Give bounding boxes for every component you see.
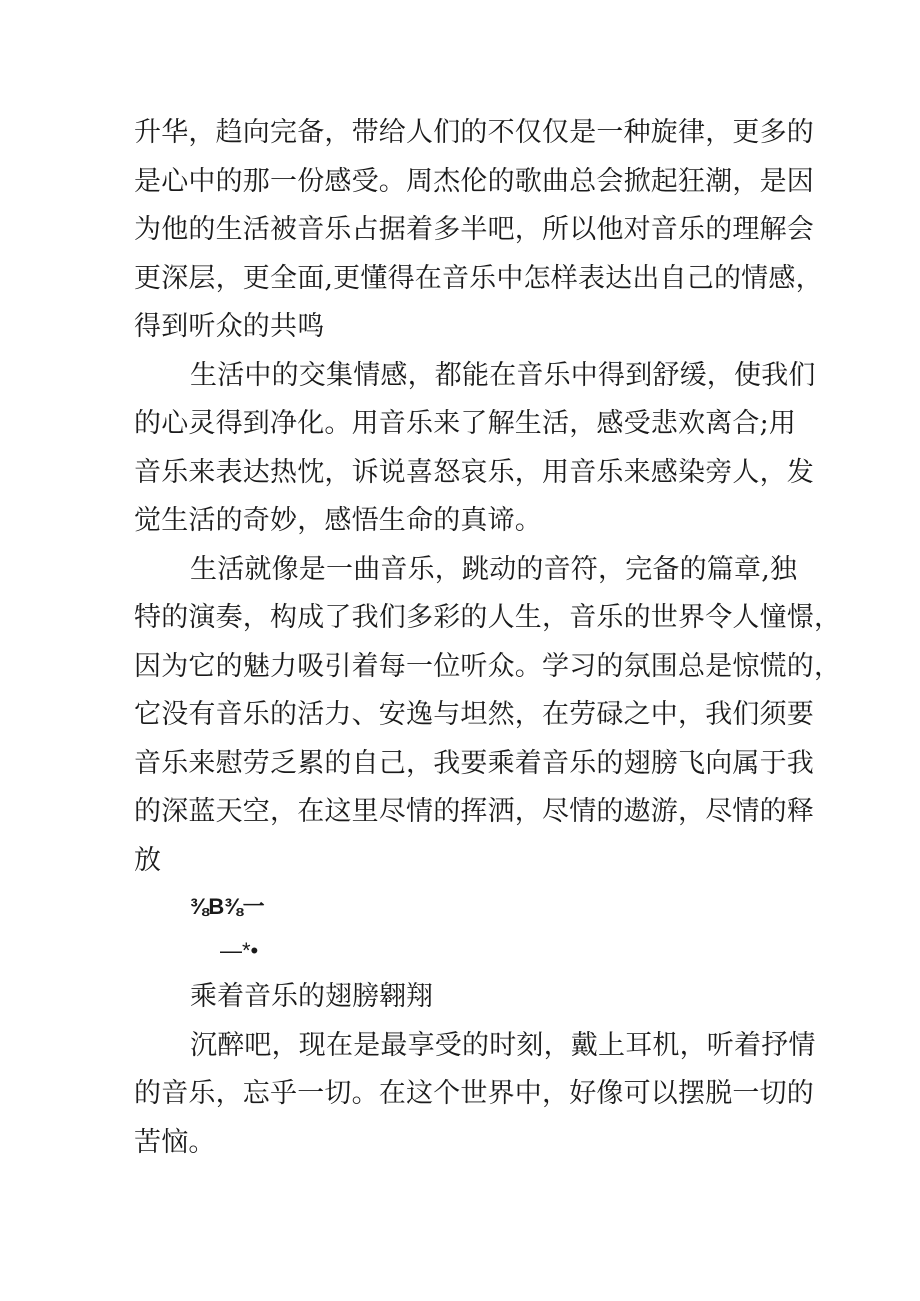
- text-line: 更深层，更全面,更懂得在音乐中怎样表达出自己的情感，: [134, 262, 823, 294]
- text-line: 的心灵得到净化。用音乐来了解生活，感受悲欢离合;用: [134, 408, 797, 439]
- document-page: [134, 109, 842, 1167]
- text-line: 放: [134, 844, 162, 876]
- symbol-line: —*•: [220, 938, 259, 963]
- text-line: 得到听众的共鸣: [134, 311, 325, 342]
- text-line: 苦恼。: [134, 1126, 216, 1158]
- text-line: 它没有音乐的活力、安逸与坦然，在劳碌之中，我们须要: [134, 699, 814, 730]
- text-line: 特的演奏，构成了我们多彩的人生，音乐的世界令人憧憬，: [134, 602, 842, 633]
- text-line: 生活就像是一曲音乐，跳动的音符，完备的篇章,独: [190, 553, 798, 585]
- text-line: 因为它的魅力吸引着每一位听众。学习的氛围总是惊慌的，: [134, 650, 842, 682]
- text-line: 沉醉吧，现在是最享受的时刻，戴上耳机，听着抒情: [190, 1029, 816, 1061]
- text-line: 升华，趋向完备，带给人们的不仅仅是一种旋律，更多的: [134, 117, 814, 148]
- paragraph-2: [134, 352, 816, 546]
- text-line: 生活中的交集情感，都能在音乐中得到舒缓，使我们: [190, 359, 816, 391]
- paragraph-1: [134, 109, 823, 352]
- text-line: 的深蓝天空，在这里尽情的挥洒，尽情的遨游，尽情的释: [134, 796, 814, 827]
- section-title: 乘着音乐的翅膀翱翔: [190, 981, 433, 1012]
- paragraph-4: [134, 1022, 816, 1168]
- text-line: 音乐来表达热忱，诉说喜怒哀乐，用音乐来感染旁人，发: [134, 456, 814, 488]
- text-line: 是心中的那一份感受。周杰伦的歌曲总会掀起狂潮，是因: [134, 165, 814, 197]
- text-line: 觉生活的奇妙，感悟生命的真谛。: [134, 505, 542, 536]
- text-line: 的音乐，忘乎一切。在这个世界中，好像可以摆脱一切的: [134, 1078, 814, 1109]
- text-line: 为他的生活被音乐占据着多半吧，所以他对音乐的理解会: [134, 214, 814, 245]
- text-line: 音乐来慰劳乏累的自己，我要乘着音乐的翅膀飞向属于我: [134, 747, 814, 779]
- garbled-mark: ⅜B⅜一: [190, 894, 265, 919]
- paragraph-3: [134, 546, 842, 886]
